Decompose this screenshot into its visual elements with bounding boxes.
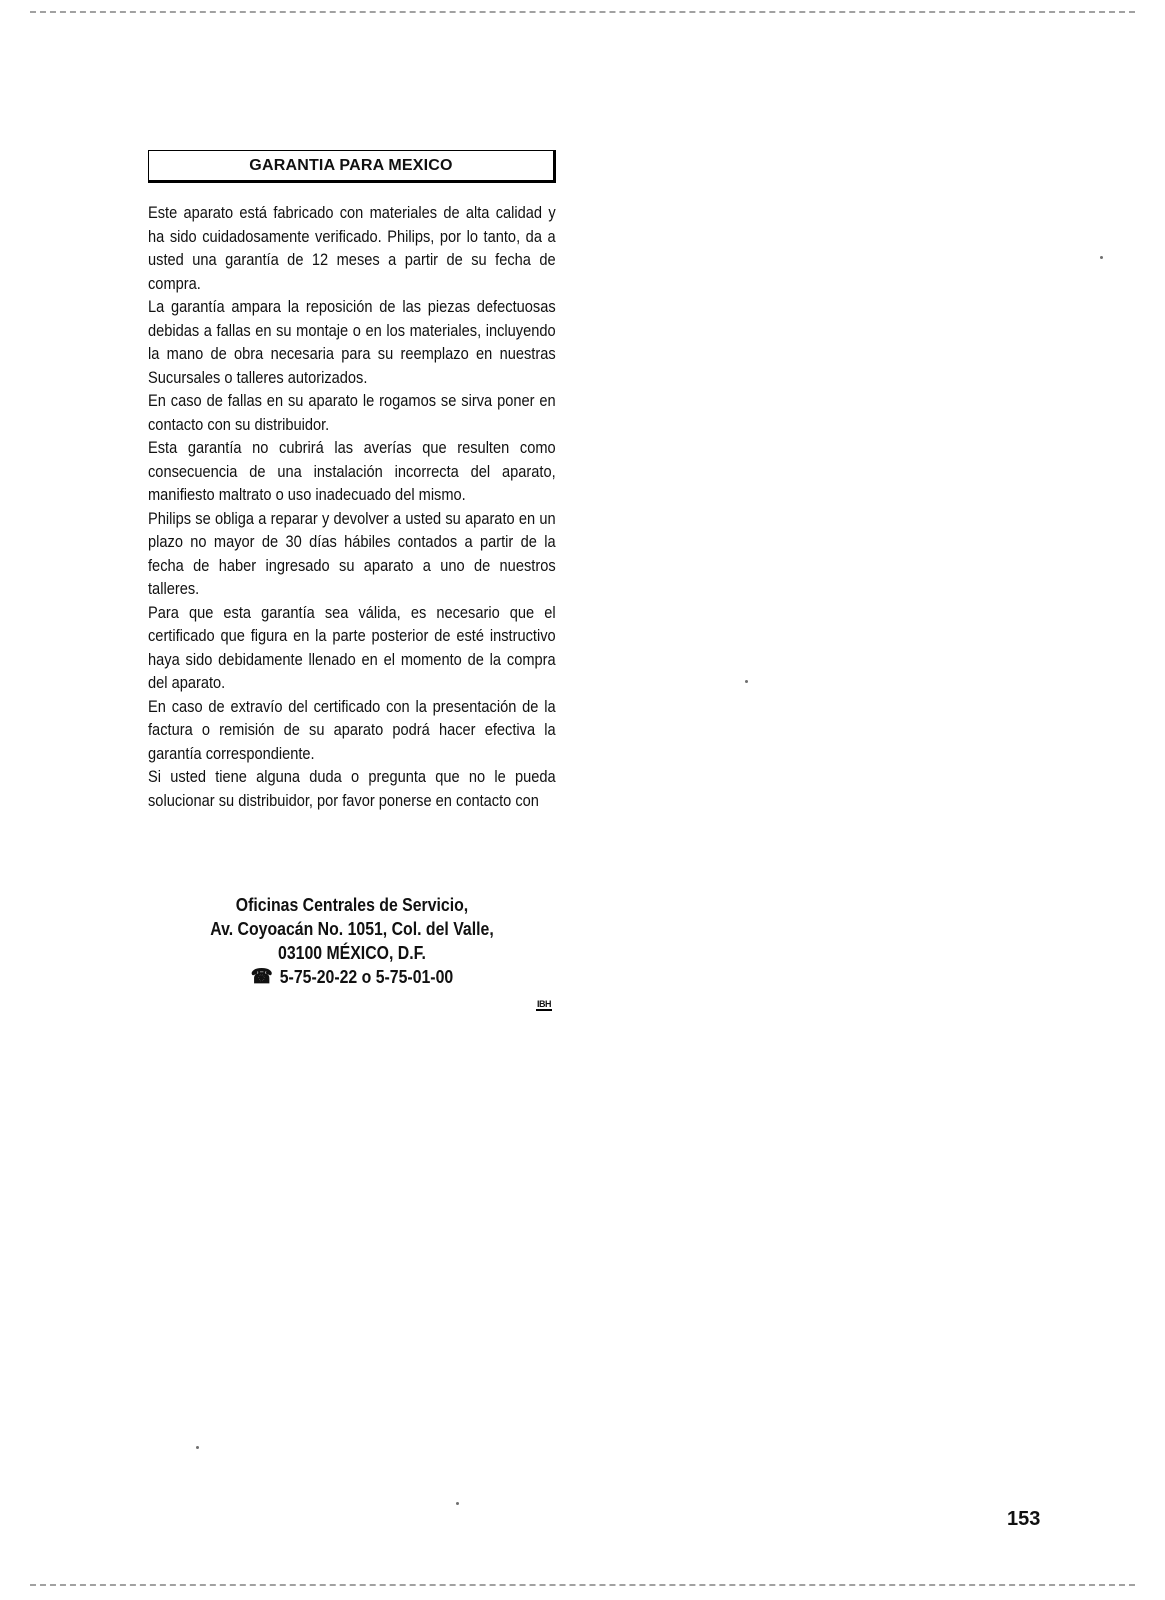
paragraph: Para que esta garantía sea válida, es necesario que el certificado que figura en la parte posterior de esté instructivo haya sido debidamente llenado en el momento de la compra del aparato.	[148, 602, 556, 692]
paragraph: Si usted tiene alguna duda o pregunta que no le pueda solucionar su distribuidor, por favor ponerse en contacto con	[148, 767, 556, 810]
scan-speck	[745, 680, 748, 683]
paragraph: En caso de extravío del certificado con la presentación de la factura o remisión de su aparato podrá hacer efectiva la garantía correspondiente.	[148, 696, 556, 763]
paragraph: Este aparato está fabricado con materiales de alta calidad y ha sido cuidadosamente verificado. Philips, por lo tanto, da a usted una garantía de 12 meses a partir de su fecha de compra.	[148, 203, 556, 293]
scan-artifact-bottom	[30, 1584, 1135, 1586]
telephone-icon: ☎	[250, 966, 273, 988]
paragraph: Esta garantía no cubrirá las averías que resulten como consecuencia de una instalación incorrecta del aparato, manifiesto maltrato o uso inadecuado del mismo.	[148, 438, 556, 504]
service-address	[148, 893, 556, 989]
address-line: 03100 MÉXICO, D.F.	[278, 943, 426, 963]
address-line: Av. Coyoacán No. 1051, Col. del Valle,	[210, 919, 494, 939]
page-number: 153	[1007, 1508, 1041, 1530]
phone-line	[172, 965, 531, 989]
scan-speck	[1100, 256, 1103, 259]
scan-speck	[196, 1446, 199, 1449]
paragraph: En caso de fallas en su aparato le rogamos se sirva poner en contacto con su distribuidor.	[148, 391, 556, 434]
warranty-section	[148, 150, 556, 812]
scan-artifact-top	[30, 11, 1135, 13]
code-mark: IBH	[537, 999, 551, 1009]
scan-speck	[456, 1502, 459, 1505]
phone-numbers: 5-75-20-22 o 5-75-01-00	[279, 967, 454, 987]
paragraph: Philips se obliga a reparar y devolver a usted su aparato en un plazo no mayor de 30 días hábiles contados a partir de la fecha de haber ingresado su aparato a uno de nuestros talleres.	[148, 508, 556, 598]
paragraph: La garantía ampara la reposición de las piezas defectuosas debidas a fallas en su montaje o en los materiales, incluyendo la mano de obra necesaria para su reemplazo en nuestras Sucursales o talleres autorizados.	[148, 297, 556, 387]
address-line: Oficinas Centrales de Servicio,	[235, 895, 469, 915]
section-heading: GARANTIA PARA MEXICO	[148, 150, 556, 183]
